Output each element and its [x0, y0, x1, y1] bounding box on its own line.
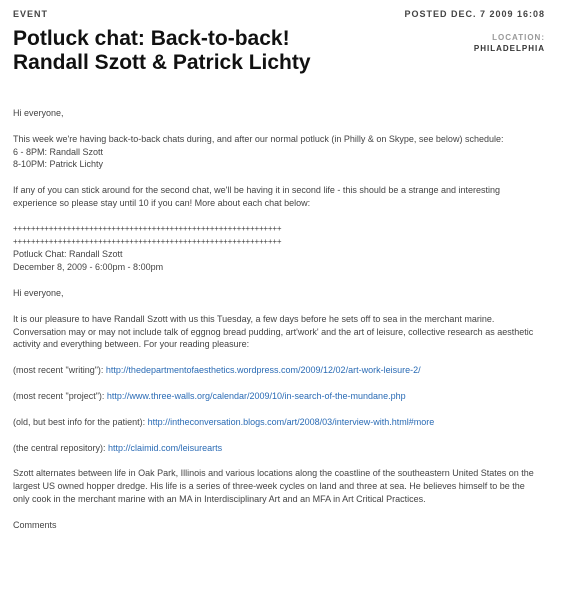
bio-paragraph: Szott alternates between life in Oak Park, Illinois and various locations along the coastline of the southeastern United States on the largest US owned hopper dredge. His life is a series of three-week cycles on land and three at sea. He believes himself to be the only cook in the merchant marine with an MA in Interdisciplinary Art and an MFA in Art Critical Practices. — [13, 468, 534, 504]
link-interview-prefix: (old, but best info for the patient): — [13, 416, 148, 427]
title-line-2: Randall Szott & Patrick Lichty — [13, 51, 311, 74]
schedule-item-2: 8-10PM: Patrick Lichty — [13, 159, 104, 170]
intro-paragraph — [13, 133, 538, 171]
schedule-item-1: 6 - 8PM: Randall Szott — [13, 146, 104, 157]
event-type-label: EVENT — [13, 9, 49, 19]
link-repository-prefix: (the central repository): — [13, 442, 109, 453]
link-repository-row — [13, 442, 538, 455]
link-writing-prefix: (most recent "writing"): — [13, 365, 106, 376]
location-label: LOCATION: — [492, 33, 545, 42]
link-repository[interactable]: http://claimid.com/leisurearts — [108, 442, 223, 453]
stick-around-paragraph: If any of you can stick around for the second chat, we'll be having it in second life - this should be a strange and interesting experience so please stay until 10 if you can! More about each chat below: — [13, 185, 501, 208]
chat-header-block — [13, 223, 538, 274]
page-title — [13, 27, 433, 75]
chat-title: Potluck Chat: Randall Szott — [13, 249, 123, 260]
link-writing-row — [13, 364, 538, 377]
post-body — [13, 107, 538, 545]
intro-text: This week we're having back-to-back chats during, and after our normal potluck (in Philly & on Skype, see below) schedule: — [13, 133, 504, 144]
pleasure-paragraph: It is our pleasure to have Randall Szott with us this Tuesday, a few days before he sets off to sea in the merchant marine. Conversation may or may not include talk of eggnog bread pudding, art'work' and the art of leisure, collective research as aesthetic activity and everything between. For your reading pleasure: — [13, 313, 534, 350]
greeting-2: Hi everyone, — [13, 287, 64, 298]
posted-date: POSTED DEC. 7 2009 16:08 — [404, 9, 545, 19]
plus-divider-2: ++++++++++++++++++++++++++++++++++++++++++++++++++++++++++++ — [13, 236, 282, 246]
link-project[interactable]: http://www.three-walls.org/calendar/2009/10/in-search-of-the-mundane.php — [106, 390, 406, 401]
chat-date: December 8, 2009 - 6:00pm - 8:00pm — [13, 262, 164, 273]
link-interview[interactable]: http://intheconversation.blogs.com/art/2008/03/interview-with.html#more — [147, 416, 435, 427]
greeting: Hi everyone, — [13, 108, 64, 118]
link-project-row — [13, 390, 538, 403]
title-line-1: Potluck chat: Back-to-back! — [13, 27, 290, 50]
location-value: PHILADELPHIA — [473, 44, 545, 53]
link-project-prefix: (most recent "project"): — [13, 390, 107, 401]
comments-label: Comments — [13, 519, 57, 530]
link-writing[interactable]: http://thedepartmentofaesthetics.wordpress.com/2009/12/02/art-work-leisure-2/ — [105, 365, 421, 376]
plus-divider-1: ++++++++++++++++++++++++++++++++++++++++++++++++++++++++++++ — [13, 223, 282, 233]
link-interview-row — [13, 416, 538, 429]
